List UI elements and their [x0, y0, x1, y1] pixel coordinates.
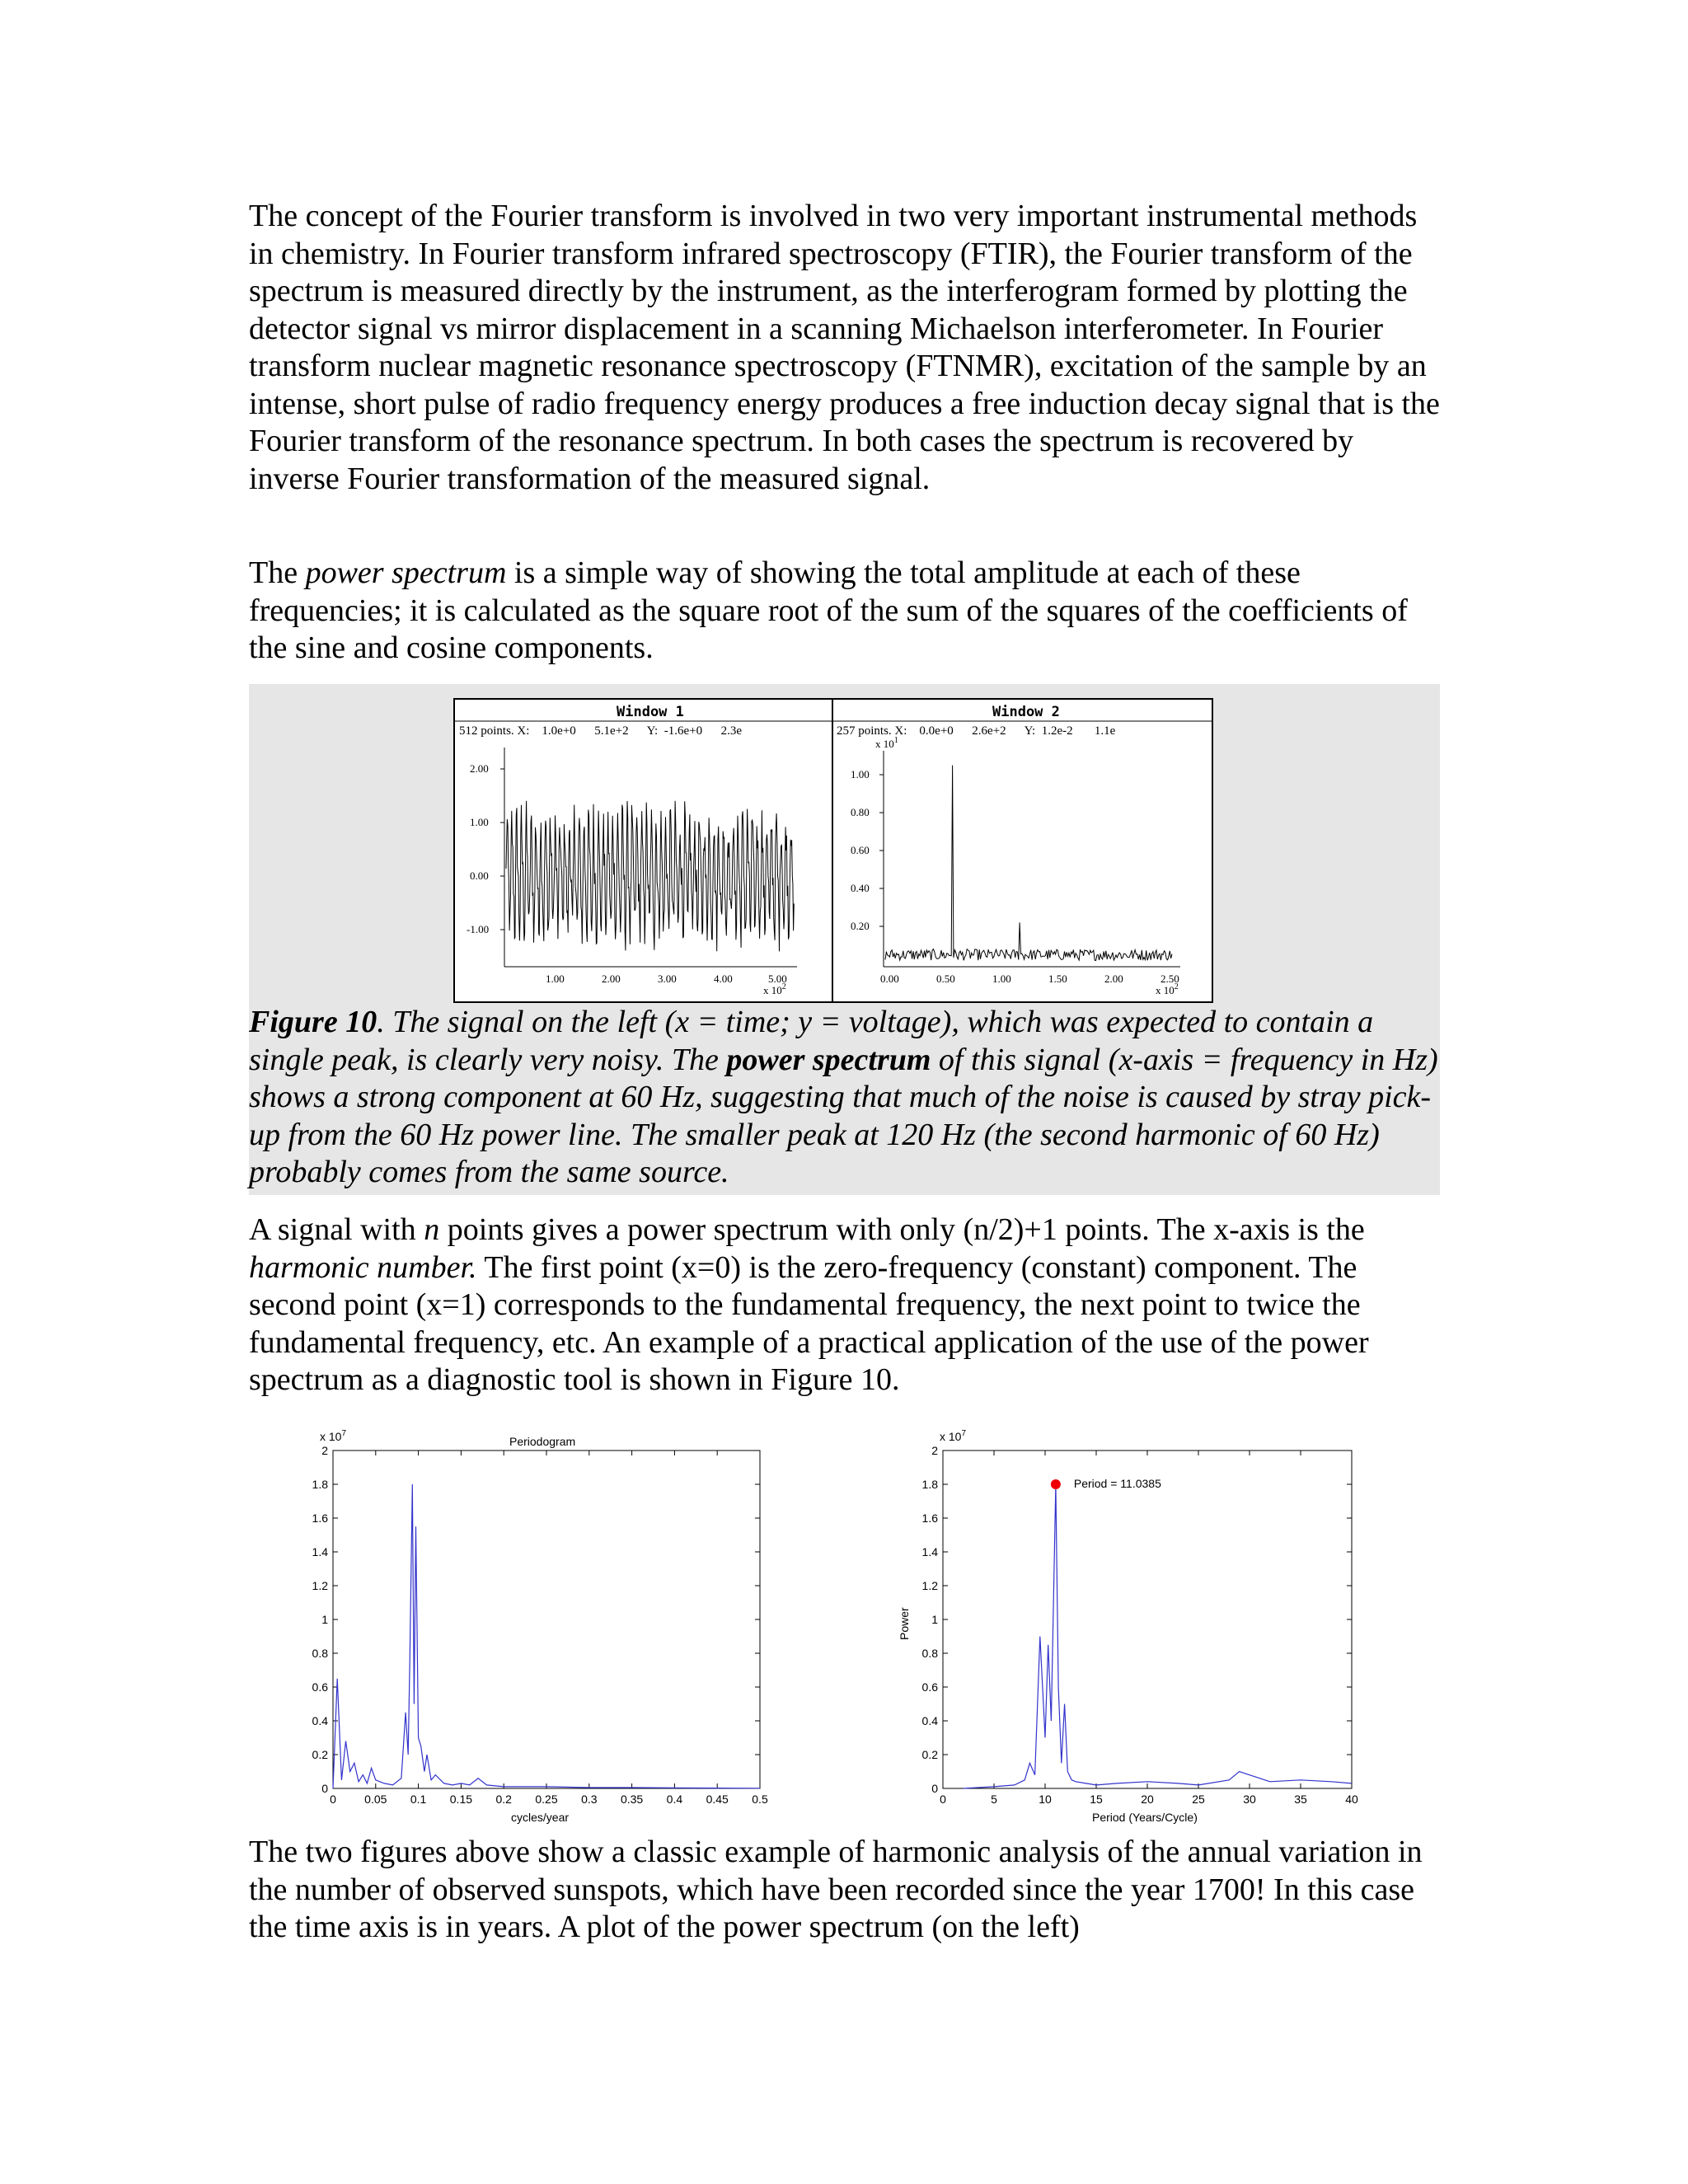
periodogram-y-tick-label: 0.6	[312, 1680, 328, 1694]
period-x-tick-label: 35	[1294, 1793, 1307, 1806]
period-y-multiplier: x $10^7$	[940, 1429, 967, 1443]
periodogram-x-tick-label: 0.05	[364, 1793, 387, 1806]
figure-10-label: Figure 10	[249, 1005, 377, 1039]
window1-y-tick-2: 0.00	[470, 869, 489, 882]
window1-y-tick-3: -1.00	[467, 923, 490, 935]
period-plot-area	[943, 1451, 1352, 1788]
window2-info: 257 points. X: 0.0e+0 2.6e+2 Y: 1.2e-2 1.1e	[837, 724, 1116, 738]
paragraph-3	[249, 1212, 1444, 1399]
window1-title: Window 1	[617, 704, 684, 720]
window2-x-ticks	[880, 972, 1179, 996]
period-x-tick-label: 5	[991, 1793, 997, 1806]
window2-title: Window 2	[992, 704, 1060, 720]
periodogram-x-tick-label: 0.1	[410, 1793, 427, 1806]
periodogram-x-tick-label: 0.3	[581, 1793, 598, 1806]
periodogram-y-tick-label: 2	[321, 1444, 328, 1457]
window1-y-tick-0: 2.00	[470, 762, 489, 775]
window1-y-tick-1: 1.00	[470, 816, 489, 828]
period-x-tick-label: 0	[940, 1793, 946, 1806]
window1-info: 512 points. X: 1.0e+0 5.1e+2 Y: -1.6e+0 2.3e	[459, 724, 742, 738]
window2-x-tick-1: 0.50	[936, 972, 955, 985]
period-x-tick-label: 10	[1039, 1793, 1052, 1806]
periodogram-x-tick-label: 0.5	[752, 1793, 768, 1806]
window1-y-ticks	[467, 762, 504, 935]
period-annotation: Period = 11.0385	[1073, 1477, 1161, 1490]
period-y-tick-label: 0	[931, 1782, 938, 1795]
periodogram-y-tick-label: 0	[321, 1782, 328, 1795]
period-x-label: Period (Years/Cycle)	[1092, 1811, 1198, 1824]
window1-x-exp: x $10^2$	[763, 982, 786, 996]
figure-10	[249, 684, 1440, 1195]
periodogram-y-tick-label: 1.4	[312, 1545, 328, 1558]
window2-y-exp: x $10^1$	[875, 736, 898, 750]
paragraph-2-prefix: The	[249, 555, 306, 590]
period-y-label: Power	[898, 1607, 911, 1640]
window1-x-tick-2: 3.00	[658, 972, 677, 985]
caption-bold-term: power spectrum	[726, 1042, 931, 1077]
window2-y-tick-0: 1.00	[851, 768, 870, 780]
window1-x-tick-3: 4.00	[714, 972, 733, 985]
period-y-tick-label: 0.4	[921, 1714, 938, 1727]
periodogram-chart	[305, 1426, 775, 1838]
periodogram-x-label: cycles/year	[511, 1811, 570, 1824]
window2-x-tick-2: 1.00	[992, 972, 1011, 985]
figure-10-caption	[249, 1004, 1440, 1192]
period-y-tick-label: 0.2	[921, 1748, 938, 1761]
period-y-tick-label: 0.8	[921, 1647, 938, 1660]
window2-y-tick-2: 0.60	[851, 844, 870, 856]
italic-n: n	[424, 1212, 440, 1247]
window2-x-tick-0: 0.00	[880, 972, 899, 985]
period-y-tick-label: 0.6	[921, 1680, 938, 1694]
periodogram-y-tick-label: 1.6	[312, 1511, 328, 1525]
period-y-tick-label: 2	[931, 1444, 938, 1457]
paragraph-3-prefix: A signal with	[249, 1212, 424, 1247]
periodogram-y-tick-label: 1.8	[312, 1478, 328, 1491]
window2-x-exp: x $10^2$	[1156, 982, 1179, 996]
periodogram-y-multiplier: x $10^7$	[320, 1429, 347, 1443]
paragraph-3-suffix: The first point (x=0) is the zero-frequency (constant) component. The second point (x=1) corresponds to the fundamental frequency, the next point to twice the fundamental frequency, etc. An example of a practical application of the use of the power spectrum as a diagnostic tool is shown in Figure 10.	[249, 1249, 1369, 1397]
window1-x-tick-1: 2.00	[602, 972, 621, 985]
period-peak-marker	[1051, 1479, 1061, 1489]
period-chart	[894, 1426, 1368, 1838]
periodogram-y-tick-label: 1.2	[312, 1579, 328, 1592]
window1-x-tick-0: 1.00	[546, 972, 565, 985]
window2-x-tick-4: 2.00	[1104, 972, 1123, 985]
periodogram-plot-area	[333, 1451, 760, 1788]
paragraph-4: The two figures above show a classic example of harmonic analysis of the annual variation in the number of observed sunspots, which have been recorded since the year 1700! In this case the time axis is in years. A plot of the power spectrum (on the left)	[249, 1835, 1423, 1944]
window2-y-ticks	[851, 768, 884, 932]
periodogram-x-tick-label: 0.35	[620, 1793, 644, 1806]
figure-10-svg	[455, 700, 1212, 1001]
caption-part-1: . The signal on the left (x = time; y = voltage), which was expected to contain a single peak, is clearly very noisy. The	[249, 1005, 1374, 1077]
periodogram-y-tick-label: 0.4	[312, 1714, 328, 1727]
periodogram-x-tick-label: 0.2	[495, 1793, 512, 1806]
window2-y-tick-1: 0.80	[851, 806, 870, 818]
paragraph-3-middle: points gives a power spectrum with only (n/2)+1 points. The x-axis is the	[439, 1212, 1365, 1247]
window2-y-tick-4: 0.20	[851, 920, 870, 932]
italic-harmonic-number: harmonic number.	[249, 1249, 477, 1285]
figure-10-panel	[453, 698, 1213, 1003]
paragraph-1: The concept of the Fourier transform is involved in two very important instrumental methods in chemistry. In Fourier transform infrared spectroscopy (FTIR), the Fourier transform of the spectrum is measured directly by the instrument, as the interferogram formed by plotting the detector signal vs mirror displacement in a scanning Michaelson interferometer. In Fourier transform nuclear magnetic resonance spectroscopy (FTNMR), excitation of the sample by an intense, short pulse of radio frequency energy produces a free induction decay signal that is the Fourier transform of the resonance spectrum. In both cases the spectrum is recovered by inverse Fourier transformation of the measured signal.	[249, 199, 1440, 496]
window2-y-tick-3: 0.40	[851, 882, 870, 894]
period-x-tick-label: 30	[1243, 1793, 1256, 1806]
periodogram-x-tick-label: 0.25	[535, 1793, 558, 1806]
period-y-tick-label: 1.6	[921, 1511, 938, 1525]
window1-x-tick-4: 5.00	[768, 972, 787, 985]
period-x-tick-label: 40	[1345, 1793, 1358, 1806]
period-x-tick-label: 15	[1090, 1793, 1103, 1806]
window2-spectrum-line	[885, 766, 1172, 961]
caption-part-2: of this signal (x-axis = frequency in Hz) shows a strong component at 60 Hz, suggesting that much of the noise is caused by stray pick-up from the 60 Hz power line. The smaller peak at 120 Hz (the second harmonic of 60 Hz) probably comes from the same source.	[249, 1042, 1438, 1189]
periodogram-x-tick-label: 0.45	[706, 1793, 729, 1806]
periodogram-title: Periodogram	[509, 1435, 576, 1448]
periodogram-x-tick-label: 0	[330, 1793, 336, 1806]
period-y-tick-label: 1.4	[921, 1545, 938, 1558]
period-y-tick-label: 1.2	[921, 1579, 938, 1592]
window1-signal-line	[506, 801, 794, 952]
periodogram-x-tick-label: 0.4	[666, 1793, 683, 1806]
window1-x-ticks	[546, 972, 787, 996]
periodogram-y-tick-label: 1	[321, 1613, 328, 1626]
period-x-tick-label: 20	[1141, 1793, 1154, 1806]
period-y-tick-label: 1	[931, 1613, 938, 1626]
paragraph-2	[249, 555, 1444, 668]
periodogram-y-tick-label: 0.2	[312, 1748, 328, 1761]
paragraph-2-suffix: is a simple way of showing the total amplitude at each of these frequencies; it is calculated as the square root of the sum of the squares of the coefficients of the sine and cosine components.	[249, 555, 1408, 665]
periodogram-x-tick-label: 0.15	[449, 1793, 473, 1806]
period-x-tick-label: 25	[1192, 1793, 1205, 1806]
window2-x-tick-5: 2.50	[1160, 972, 1179, 985]
power-spectrum-term: power spectrum	[305, 555, 507, 590]
period-y-tick-label: 1.8	[921, 1478, 938, 1491]
window2-x-tick-3: 1.50	[1048, 972, 1067, 985]
periodogram-y-tick-label: 0.8	[312, 1647, 328, 1660]
